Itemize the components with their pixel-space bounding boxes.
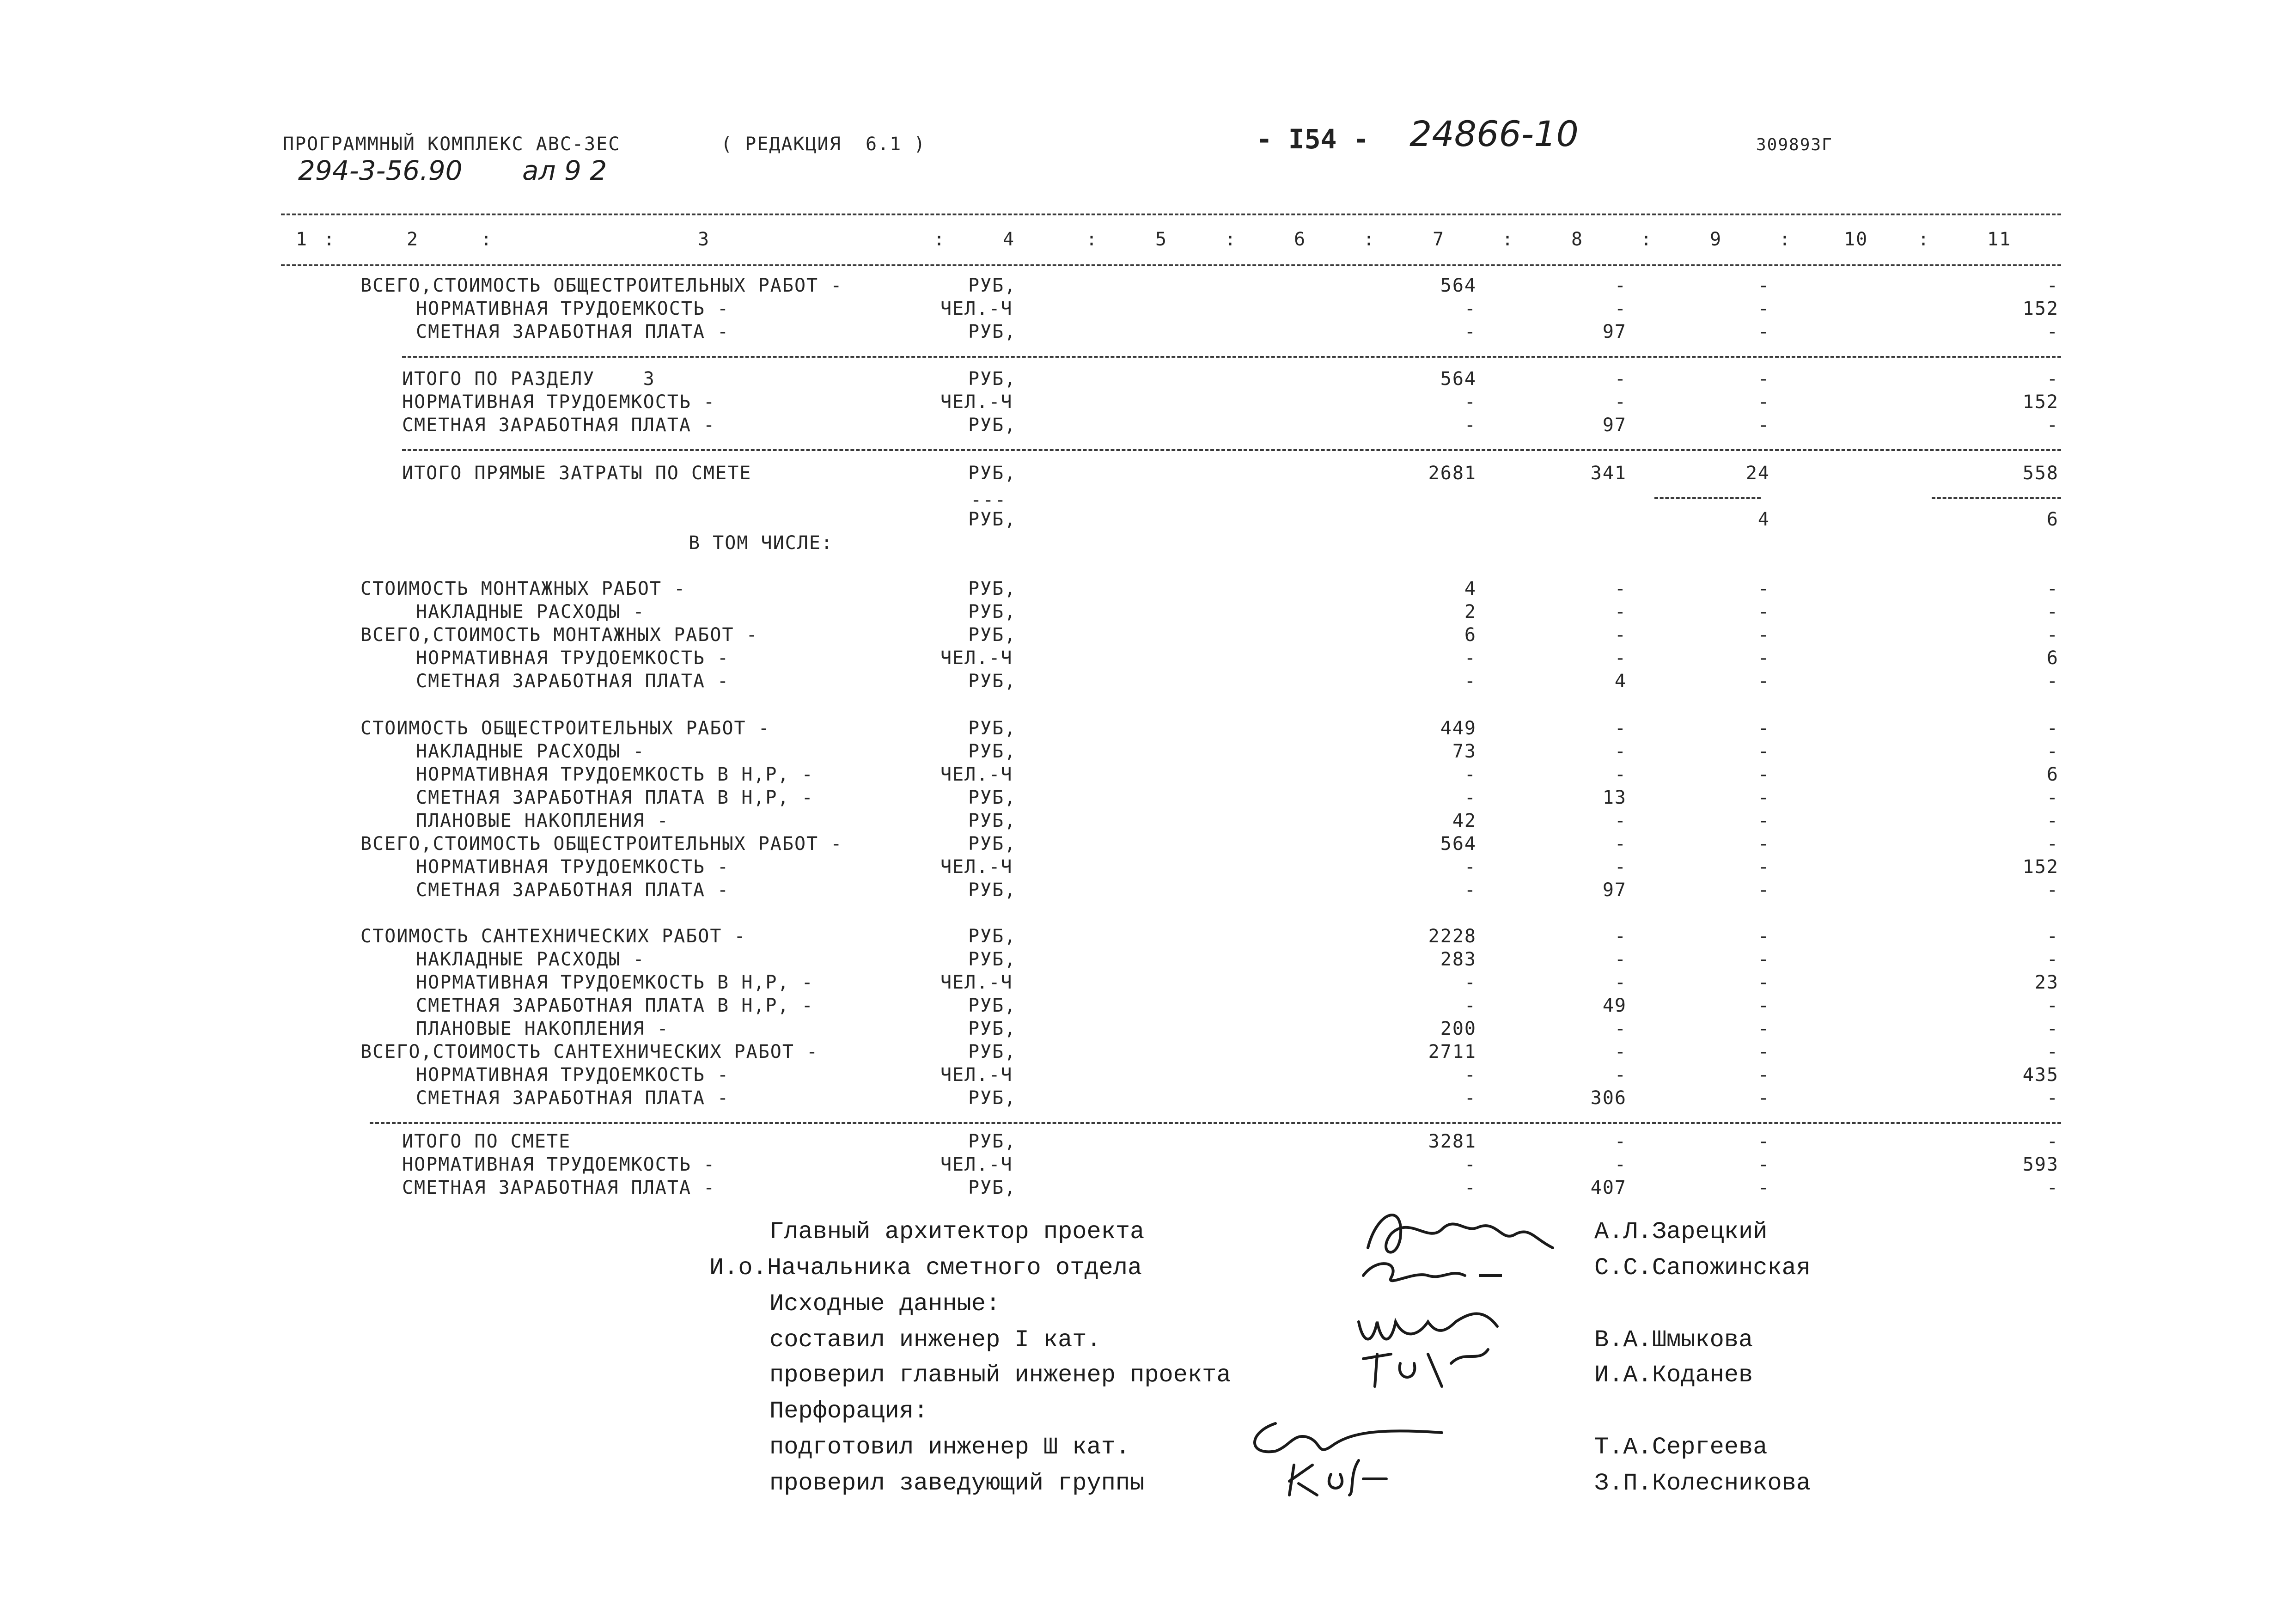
col-8-value: -: [1614, 972, 1627, 993]
row-unit: ЧЕЛ.-Ч: [940, 391, 1013, 413]
signatory-role: Исходные данные:: [769, 1290, 1001, 1318]
row-unit: РУБ,: [968, 1018, 1017, 1039]
col-9-value: -: [1757, 601, 1770, 623]
col-11-value: 152: [2022, 391, 2059, 413]
album-number: ал 9 2: [522, 155, 607, 186]
signatory-name: Т.А.Сергеева: [1594, 1434, 1768, 1461]
row-label: В ТОМ ЧИСЛЕ:: [689, 532, 833, 554]
row-label: ИТОГО ПРЯМЫЕ ЗАТРАТЫ ПО СМЕТЕ: [402, 463, 752, 484]
col-7-value: -: [1464, 995, 1476, 1016]
reference-code: 309893Г: [1756, 135, 1833, 154]
col-8-value: -: [1614, 718, 1627, 739]
row-label: СТОИМОСТЬ МОНТАЖНЫХ РАБОТ -: [360, 578, 686, 599]
col-11-value: -: [2046, 1087, 2059, 1109]
col-11-value: -: [2046, 275, 2059, 296]
col-9-value: -: [1757, 810, 1770, 831]
col-11-value: 152: [2022, 298, 2059, 319]
col-7-value: -: [1464, 671, 1476, 692]
row-unit: ЧЕЛ.-Ч: [940, 1154, 1013, 1175]
row-unit: РУБ,: [968, 810, 1017, 831]
row-unit: РУБ,: [968, 879, 1017, 901]
row-unit: РУБ,: [968, 578, 1017, 599]
col-9-value: -: [1757, 275, 1770, 296]
col-9-value: -: [1757, 321, 1770, 342]
column-header: 4: [1003, 229, 1015, 250]
subtotal-rule: [1654, 497, 1761, 499]
row-unit: ЧЕЛ.-Ч: [940, 764, 1013, 785]
row-label: НОРМАТИВНАЯ ТРУДОЕМКОСТЬ -: [402, 1154, 716, 1175]
col-7-value: 564: [1440, 275, 1476, 296]
col-11-value: -: [2046, 1131, 2059, 1152]
row-label: НОРМАТИВНАЯ ТРУДОЕМКОСТЬ В Н,Р, -: [416, 972, 814, 993]
col-8-value: -: [1614, 741, 1627, 762]
project-code: 294-3-56.90: [298, 155, 463, 186]
row-unit: РУБ,: [968, 1177, 1017, 1198]
row-unit: РУБ,: [968, 601, 1017, 623]
row-label: ПЛАНОВЫЕ НАКОПЛЕНИЯ -: [416, 810, 669, 831]
col-11-value: -: [2046, 787, 2059, 808]
col-11-value: -: [2046, 949, 2059, 970]
col-9-value: -: [1757, 856, 1770, 878]
page-number: - I54 -: [1256, 123, 1369, 155]
col-11-value: -: [2046, 1177, 2059, 1198]
col-9-value: -: [1757, 741, 1770, 762]
signatory-role: И.о.Начальника сметного отдела: [709, 1254, 1142, 1282]
col-7-value: 200: [1440, 1018, 1476, 1039]
col-9-value: -: [1757, 1064, 1770, 1086]
row-label: ИТОГО ПО СМЕТЕ: [402, 1131, 571, 1152]
row-label: НОРМАТИВНАЯ ТРУДОЕМКОСТЬ В Н,Р, -: [416, 764, 814, 785]
col-7-value: 3281: [1428, 1131, 1476, 1152]
col-11-value: 593: [2022, 1154, 2059, 1175]
col-8-value: -: [1614, 1064, 1627, 1086]
col-8-value: -: [1614, 856, 1627, 878]
col-9-value: -: [1757, 972, 1770, 993]
row-label: СМЕТНАЯ ЗАРАБОТНАЯ ПЛАТА -: [416, 671, 730, 692]
row-label: ИТОГО ПО РАЗДЕЛУ 3: [402, 368, 655, 390]
signature-shmykova: [1349, 1294, 1544, 1396]
col-11-value: -: [2046, 879, 2059, 901]
signatory-name: З.П.Колесникова: [1594, 1470, 1811, 1497]
col-9-value: -: [1757, 764, 1770, 785]
row-label: ВСЕГО,СТОИМОСТЬ ОБЩЕСТРОИТЕЛЬНЫХ РАБОТ -: [360, 833, 843, 855]
col-8-value: 306: [1590, 1087, 1627, 1109]
col-9-value: -: [1757, 415, 1770, 436]
col-7-value: 283: [1440, 949, 1476, 970]
col-11-value: 6: [2046, 764, 2059, 785]
row-label: СМЕТНАЯ ЗАРАБОТНАЯ ПЛАТА -: [402, 415, 716, 436]
col-9-value: -: [1757, 949, 1770, 970]
col-7-value: -: [1464, 321, 1476, 342]
column-header: 3: [698, 229, 710, 250]
col-11-value: -: [2046, 578, 2059, 599]
col-11-value: -: [2046, 1041, 2059, 1062]
row-label: СМЕТНАЯ ЗАРАБОТНАЯ ПЛАТА -: [416, 879, 730, 901]
col-7-value: -: [1464, 764, 1476, 785]
row-label: НАКЛАДНЫЕ РАСХОДЫ -: [416, 601, 645, 623]
col-11-value: 23: [2034, 972, 2059, 993]
signatory-name: И.А.Коданев: [1594, 1361, 1753, 1389]
row-label: ВСЕГО,СТОИМОСТЬ САНТЕХНИЧЕСКИХ РАБОТ -: [360, 1041, 819, 1062]
col-9-value: -: [1757, 926, 1770, 947]
row-unit: РУБ,: [968, 415, 1017, 436]
signature-sergeeva: [1239, 1405, 1451, 1497]
col-9-value: -: [1757, 1041, 1770, 1062]
col-8-value: -: [1614, 1154, 1627, 1175]
col-7-value: -: [1464, 391, 1476, 413]
col-9-value: -: [1757, 1177, 1770, 1198]
col-8-value: -: [1614, 764, 1627, 785]
col-9-value: -: [1757, 833, 1770, 855]
col-11-value: -: [2046, 741, 2059, 762]
col-11-value: 6: [2046, 509, 2059, 530]
row-unit: РУБ,: [968, 1131, 1017, 1152]
col-9-value: -: [1757, 879, 1770, 901]
col-8-value: -: [1614, 949, 1627, 970]
col-11-value: 558: [2022, 463, 2059, 484]
col-8-value: 407: [1590, 1177, 1627, 1198]
row-unit: РУБ,: [968, 368, 1017, 390]
row-unit: РУБ,: [968, 926, 1017, 947]
col-9-value: -: [1757, 1018, 1770, 1039]
col-11-value: -: [2046, 321, 2059, 342]
row-unit: РУБ,: [968, 671, 1017, 692]
column-header: 10: [1844, 229, 1868, 250]
col-7-value: 4: [1464, 578, 1476, 599]
col-8-value: -: [1614, 275, 1627, 296]
col-9-value: -: [1757, 671, 1770, 692]
col-7-value: -: [1464, 415, 1476, 436]
edition: ( РЕДАКЦИЯ 6.1 ): [721, 134, 926, 155]
col-9-value: -: [1757, 718, 1770, 739]
col-8-value: 97: [1602, 879, 1627, 901]
column-header: 1: [296, 229, 308, 250]
col-9-value: -: [1757, 1154, 1770, 1175]
col-11-value: -: [2046, 415, 2059, 436]
section-rule: [370, 1122, 2061, 1124]
col-7-value: 564: [1440, 368, 1476, 390]
row-label: СМЕТНАЯ ЗАРАБОТНАЯ ПЛАТА В Н,Р, -: [416, 995, 814, 1016]
col-11-value: -: [2046, 718, 2059, 739]
col-7-value: 73: [1452, 741, 1476, 762]
col-9-value: -: [1757, 647, 1770, 669]
col-8-value: -: [1614, 1018, 1627, 1039]
section-rule: [402, 449, 2061, 451]
row-unit: ЧЕЛ.-Ч: [940, 647, 1013, 669]
row-label: СМЕТНАЯ ЗАРАБОТНАЯ ПЛАТА В Н,Р, -: [416, 787, 814, 808]
col-11-value: -: [2046, 833, 2059, 855]
col-11-value: -: [2046, 601, 2059, 623]
signature-zaretsky: [1349, 1183, 1562, 1294]
col-7-value: 6: [1464, 624, 1476, 646]
signatory-role: проверил заведующий группы: [769, 1470, 1145, 1497]
col-7-value: -: [1464, 879, 1476, 901]
row-label: НОРМАТИВНАЯ ТРУДОЕМКОСТЬ -: [402, 391, 716, 413]
column-header: 6: [1294, 229, 1306, 250]
row-label: НОРМАТИВНАЯ ТРУДОЕМКОСТЬ -: [416, 647, 730, 669]
column-header: 11: [1987, 229, 2012, 250]
col-9-value: -: [1757, 391, 1770, 413]
col-9-value: -: [1757, 995, 1770, 1016]
row-label: ПЛАНОВЫЕ НАКОПЛЕНИЯ -: [416, 1018, 669, 1039]
row-unit: РУБ,: [968, 718, 1017, 739]
row-unit: РУБ,: [968, 1087, 1017, 1109]
col-11-value: -: [2046, 1018, 2059, 1039]
col-8-value: 97: [1602, 415, 1627, 436]
col-11-value: 435: [2022, 1064, 2059, 1086]
row-label: НОРМАТИВНАЯ ТРУДОЕМКОСТЬ -: [416, 298, 730, 319]
row-label: СТОИМОСТЬ САНТЕХНИЧЕСКИХ РАБОТ -: [360, 926, 746, 947]
col-7-value: 449: [1440, 718, 1476, 739]
column-header: 5: [1155, 229, 1168, 250]
row-label: СМЕТНАЯ ЗАРАБОТНАЯ ПЛАТА -: [416, 321, 730, 342]
column-header: 7: [1433, 229, 1445, 250]
row-unit: РУБ,: [968, 787, 1017, 808]
col-9-value: -: [1757, 298, 1770, 319]
signatory-role: составил инженер I кат.: [769, 1326, 1101, 1354]
row-unit: РУБ,: [968, 833, 1017, 855]
header-bottom-rule: [281, 264, 2061, 266]
col-8-value: -: [1614, 298, 1627, 319]
section-rule: [402, 356, 2061, 358]
col-11-value: -: [2046, 624, 2059, 646]
row-unit: РУБ,: [968, 509, 1017, 530]
col-7-value: 2: [1464, 601, 1476, 623]
signatory-name: С.С.Сапожинская: [1594, 1254, 1811, 1282]
row-unit: ЧЕЛ.-Ч: [940, 298, 1013, 319]
program-name: ПРОГРАММНЫЙ КОМПЛЕКС АВС-3ЕС: [283, 134, 621, 155]
row-unit: РУБ,: [968, 949, 1017, 970]
col-8-value: 341: [1590, 463, 1627, 484]
col-7-value: -: [1464, 972, 1476, 993]
col-9-value: 24: [1745, 463, 1770, 484]
column-header: 2: [407, 229, 419, 250]
row-label: СМЕТНАЯ ЗАРАБОТНАЯ ПЛАТА -: [416, 1087, 730, 1109]
col-11-value: -: [2046, 995, 2059, 1016]
col-8-value: -: [1614, 368, 1627, 390]
col-8-value: -: [1614, 833, 1627, 855]
col-9-value: -: [1757, 578, 1770, 599]
col-9-value: -: [1757, 368, 1770, 390]
row-unit: РУБ,: [968, 275, 1017, 296]
row-label: НОРМАТИВНАЯ ТРУДОЕМКОСТЬ -: [416, 856, 730, 878]
col-7-value: 2711: [1428, 1041, 1476, 1062]
col-7-value: 564: [1440, 833, 1476, 855]
col-7-value: -: [1464, 856, 1476, 878]
col-8-value: -: [1614, 926, 1627, 947]
col-8-value: -: [1614, 1131, 1627, 1152]
row-label: НОРМАТИВНАЯ ТРУДОЕМКОСТЬ -: [416, 1064, 730, 1086]
col-8-value: -: [1614, 601, 1627, 623]
col-9-value: 4: [1757, 509, 1770, 530]
col-9-value: -: [1757, 787, 1770, 808]
row-unit: РУБ,: [968, 1041, 1017, 1062]
col-11-value: -: [2046, 368, 2059, 390]
signatory-role: проверил главный инженер проекта: [769, 1361, 1231, 1389]
row-label: НАКЛАДНЫЕ РАСХОДЫ -: [416, 741, 645, 762]
col-9-value: -: [1757, 1131, 1770, 1152]
row-unit: РУБ,: [968, 741, 1017, 762]
column-header: 9: [1710, 229, 1722, 250]
row-label: ВСЕГО,СТОИМОСТЬ МОНТАЖНЫХ РАБОТ -: [360, 624, 758, 646]
row-label: СТОИМОСТЬ ОБЩЕСТРОИТЕЛЬНЫХ РАБОТ -: [360, 718, 770, 739]
signatory-role: Главный архитектор проекта: [769, 1218, 1145, 1245]
col-7-value: -: [1464, 298, 1476, 319]
col-8-value: -: [1614, 578, 1627, 599]
signatory-role: подготовил инженер Ш кат.: [769, 1434, 1130, 1461]
col-7-value: -: [1464, 1177, 1476, 1198]
row-unit: ЧЕЛ.-Ч: [940, 972, 1013, 993]
col-8-value: -: [1614, 810, 1627, 831]
signatory-role: Перфорация:: [769, 1398, 928, 1425]
row-label: НАКЛАДНЫЕ РАСХОДЫ -: [416, 949, 645, 970]
row-label: СМЕТНАЯ ЗАРАБОТНАЯ ПЛАТА -: [402, 1177, 716, 1198]
col-8-value: -: [1614, 1041, 1627, 1062]
col-11-value: -: [2046, 671, 2059, 692]
col-7-value: -: [1464, 1154, 1476, 1175]
col-7-value: 2228: [1428, 926, 1476, 947]
row-unit: РУБ,: [968, 463, 1017, 484]
col-7-value: -: [1464, 787, 1476, 808]
col-9-value: -: [1757, 1087, 1770, 1109]
col-7-value: -: [1464, 1064, 1476, 1086]
col-8-value: -: [1614, 624, 1627, 646]
row-unit: ЧЕЛ.-Ч: [940, 856, 1013, 878]
col-7-value: 2681: [1428, 463, 1476, 484]
col-8-value: 13: [1602, 787, 1627, 808]
col-7-value: -: [1464, 1087, 1476, 1109]
col-8-value: -: [1614, 647, 1627, 669]
subtotal-marker: ---: [970, 489, 1007, 511]
col-11-value: 152: [2022, 856, 2059, 878]
col-8-value: 4: [1614, 671, 1627, 692]
col-8-value: -: [1614, 391, 1627, 413]
row-label: ВСЕГО,СТОИМОСТЬ ОБЩЕСТРОИТЕЛЬНЫХ РАБОТ -: [360, 275, 843, 296]
col-11-value: -: [2046, 926, 2059, 947]
col-9-value: -: [1757, 624, 1770, 646]
row-unit: РУБ,: [968, 321, 1017, 342]
row-unit: РУБ,: [968, 624, 1017, 646]
col-7-value: 42: [1452, 810, 1476, 831]
col-11-value: -: [2046, 810, 2059, 831]
col-8-value: 97: [1602, 321, 1627, 342]
row-unit: ЧЕЛ.-Ч: [940, 1064, 1013, 1086]
subtotal-rule: [1932, 497, 2061, 499]
column-header: 8: [1571, 229, 1584, 250]
document-code: 24866-10: [1409, 113, 1579, 154]
col-7-value: -: [1464, 647, 1476, 669]
signatory-name: А.Л.Зарецкий: [1594, 1218, 1768, 1245]
table-top-rule: [281, 214, 2061, 215]
signatory-name: В.А.Шмыкова: [1594, 1326, 1753, 1354]
col-8-value: 49: [1602, 995, 1627, 1016]
col-11-value: 6: [2046, 647, 2059, 669]
row-unit: РУБ,: [968, 995, 1017, 1016]
